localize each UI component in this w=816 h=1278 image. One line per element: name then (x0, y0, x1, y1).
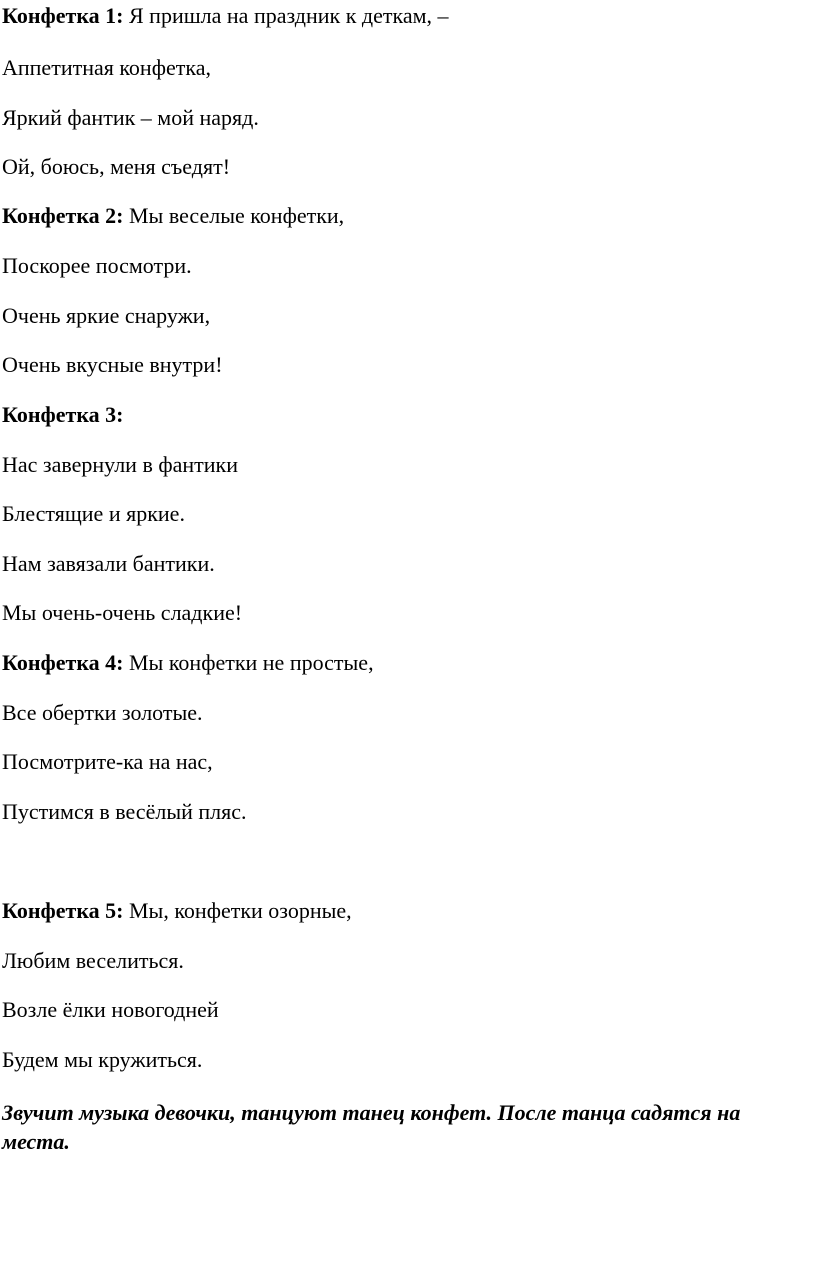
verse-text: Мы конфетки не простые, (123, 650, 374, 675)
speaker-label: Конфетка 2: (2, 203, 124, 228)
verse-line (2, 551, 215, 576)
verse-text: Нам завязали бантики. (2, 551, 215, 576)
verse-text: Любим веселиться. (2, 948, 184, 973)
verse-text: Аппетитная конфетка, (2, 55, 211, 80)
verse-line (2, 3, 449, 28)
verse-text: Блестящие и яркие. (2, 501, 185, 526)
verse-text: Будем мы кружиться. (2, 1047, 203, 1072)
verse-text: Очень яркие снаружи, (2, 303, 211, 328)
verse-text: Возле ёлки новогодней (2, 997, 219, 1022)
verse-line (2, 55, 211, 80)
verse-line (2, 650, 374, 675)
verse-line (2, 898, 352, 923)
speaker-label: Конфетка 1: (2, 3, 124, 28)
verse-line (2, 203, 344, 228)
speaker-label: Конфетка 4: (2, 650, 124, 675)
verse-line (2, 105, 259, 130)
verse-text: Все обертки золотые. (2, 700, 203, 725)
verse-text: Мы очень-очень сладкие! (2, 600, 243, 625)
verse-line (2, 948, 184, 973)
verse-text: Нас завернули в фантики (2, 452, 238, 477)
verse-line (2, 253, 192, 278)
verse-line (2, 1047, 202, 1072)
verse-text: Яркий фантик – мой наряд. (2, 105, 259, 130)
verse-line (2, 352, 223, 377)
verse-line (2, 501, 185, 526)
stage-direction: Звучит музыка девочки, танцуют танец конфет. После танца садятся на места. (2, 1100, 741, 1154)
verse-line (2, 402, 124, 427)
verse-line (2, 799, 247, 824)
verse-text: Мы веселые конфетки, (123, 203, 345, 228)
verse-text: Мы, конфетки озорные, (123, 898, 352, 923)
verse-line (2, 749, 213, 774)
verse-line (2, 452, 238, 477)
verse-line (2, 700, 203, 725)
verse-text: Очень вкусные внутри! (2, 352, 223, 377)
verse-text: Посмотрите-ка на нас, (2, 749, 213, 774)
verse-line (2, 303, 210, 328)
verse-line (2, 997, 219, 1022)
verse-text: Пустимся в весёлый пляс. (2, 799, 247, 824)
verse-line (2, 600, 242, 625)
verse-text: Я пришла на праздник к деткам, – (123, 3, 449, 28)
speaker-label: Конфетка 5: (2, 898, 124, 923)
verse-text: Поскорее посмотри. (2, 253, 192, 278)
speaker-label: Конфетка 3: (2, 402, 124, 427)
verse-text: Ой, боюсь, меня съедят! (2, 154, 231, 179)
verse-line (2, 154, 230, 179)
